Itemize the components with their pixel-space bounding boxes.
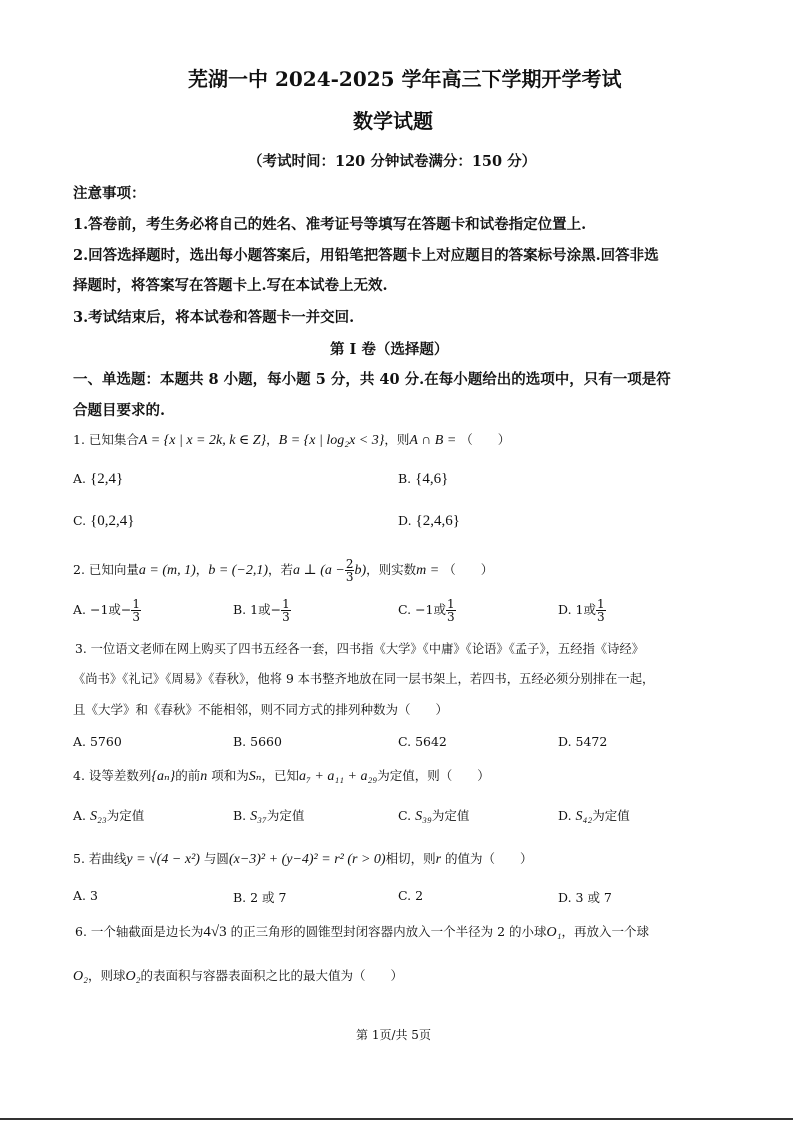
q4-sequence: {aₙ} <box>151 769 176 784</box>
q2-prefix: 2. 已知向量 <box>73 562 139 577</box>
q2-option-a-label: A. <box>73 602 87 617</box>
q2-option-c-text: −1或 <box>415 602 447 617</box>
q4-option-a-post: 为定值 <box>106 808 145 823</box>
q2-option-d-num: 1 <box>597 597 605 611</box>
q4-sn: Sₙ <box>248 769 262 784</box>
q3-option-a: A. 5760 <box>73 734 122 749</box>
q2-option-b <box>233 598 291 623</box>
page-subtitle: 数学试题 <box>353 109 433 133</box>
q1-option-b <box>398 471 448 488</box>
q5-mid: 与圆 <box>203 851 229 866</box>
q2-option-b-den: 3 <box>282 610 290 624</box>
q2-option-d-text: 1或 <box>575 602 596 617</box>
q2-option-c-fraction <box>446 598 456 623</box>
q1-option-c-value: {0,2,4} <box>90 513 135 529</box>
q2-paren: （ ） <box>443 562 494 577</box>
q4-pre: 4. 设等差数列 <box>73 768 152 783</box>
section-instructions-line2: 合题目要求的. <box>73 402 166 419</box>
q6-edge: 4√3 <box>203 924 227 940</box>
q4-option-d-label: D. <box>558 808 572 823</box>
q2-frac-num: 2 <box>345 557 354 571</box>
exam-info: （考试时间：120 分钟试卷满分：150 分） <box>248 153 537 170</box>
q1-option-b-value: {4,6} <box>415 471 449 487</box>
page-title: 芜湖一中 2024-2025 学年高三下学期开学考试 <box>188 67 622 91</box>
notice-item-1: 1.答卷前，考生务必将自己的姓名、准考证号等填写在答题卡和试卷指定位置上. <box>73 216 587 233</box>
q2-option-c-label: C. <box>398 602 412 617</box>
q2-option-a-text: −1或− <box>90 602 132 617</box>
q5-option-b: B. 2 或 7 <box>233 890 287 905</box>
q6-post: ，再放入一个球 <box>561 924 650 939</box>
q3-option-c: C. 5642 <box>398 734 447 749</box>
question-6-line1 <box>75 922 649 941</box>
q1-set-a: A = {x | x = 2k, k ∈ Z} <box>138 433 267 448</box>
q2-option-d-fraction <box>596 598 606 623</box>
q4-mid3: ，已知 <box>261 768 299 783</box>
q4-expression: a₇ + a₁₁ + a₂₉ <box>299 769 378 784</box>
q2-sep: ， <box>195 562 209 577</box>
q5-option-d: D. 3 或 7 <box>558 890 612 905</box>
q4-option-a <box>73 806 144 825</box>
q4-post: 为定值，则（ ） <box>377 768 490 783</box>
q2-frac-den: 3 <box>345 570 354 584</box>
q1-paren: （ ） <box>460 432 511 447</box>
q6-line2-post: 的表面积与容器表面积之比的最大值为（ ） <box>140 968 403 983</box>
q1-option-a <box>73 471 123 488</box>
q2-m-eq: m = <box>416 563 440 578</box>
q2-cond-pre: ，若 <box>268 562 294 577</box>
q1-option-d-label: D. <box>398 513 412 528</box>
q1-set-b: B = {x | log₂x < 3} <box>278 433 385 448</box>
q2-option-c-den: 3 <box>447 610 455 624</box>
q4-mid1: 的前 <box>175 768 201 783</box>
q2-option-c <box>398 598 456 623</box>
q2-option-a <box>73 598 141 623</box>
q4-option-b-label: B. <box>233 808 247 823</box>
q2-condition-post: b) <box>354 563 367 578</box>
q1-expression: A ∩ B = <box>409 433 457 448</box>
q4-option-d-post: 为定值 <box>592 808 630 823</box>
q4-option-a-s: S₂₃ <box>90 809 107 824</box>
section-instructions-line1: 一、单选题：本题共 8 小题，每小题 5 分，共 40 分.在每小题给出的选项中，只有一项是符 <box>73 371 671 388</box>
question-6-line2 <box>73 966 403 985</box>
q2-vector-a: a = (m, 1) <box>138 563 196 578</box>
q6-o2-second: O₂ <box>125 969 141 984</box>
q2-option-b-fraction <box>281 598 291 623</box>
notice-item-2-line1: 2.回答选择题时，选出每小题答案后，用铅笔把答题卡上对应题目的答案标号涂黑.回答非选 <box>73 247 659 264</box>
q2-option-b-num: 1 <box>282 597 290 611</box>
q1-option-c-label: C. <box>73 513 87 528</box>
q4-option-a-label: A. <box>73 808 87 823</box>
question-3-line1: 3. 一位语文老师在网上购买了四书五经各一套，四书指《大学》《中庸》《论语》《孟子》，五经指《诗经》 <box>75 642 644 656</box>
q2-condition: a ⊥ (a − <box>293 563 345 578</box>
question-1 <box>73 430 510 449</box>
q4-option-b <box>233 806 304 825</box>
question-3-line2: 《尚书》《礼记》《周易》《春秋》，他将 9 本书整齐地放在同一层书架上，若四书，五经必须分别排在一起， <box>73 672 655 686</box>
q1-option-d-value: {2,4,6} <box>415 513 460 529</box>
q6-o2-first: O₂ <box>73 969 88 984</box>
q2-option-c-num: 1 <box>447 597 455 611</box>
notice-heading: 注意事项： <box>73 185 146 202</box>
q4-option-b-post: 为定值 <box>266 808 305 823</box>
notice-item-2-line2: 择题时，将答案写在答题卡上.写在本试卷上无效. <box>73 277 388 294</box>
question-3-line3: 且《大学》和《春秋》不能相邻，则不同方式的排列种数为（ ） <box>73 702 449 717</box>
q2-option-a-den: 3 <box>132 610 141 624</box>
q3-option-d: D. 5472 <box>558 734 608 749</box>
q1-option-b-label: B. <box>398 471 412 486</box>
q6-pre: 6. 一个轴截面是边长为 <box>75 924 204 939</box>
q2-option-d-den: 3 <box>597 610 605 624</box>
q4-option-c <box>398 806 469 825</box>
q5-option-a: A. 3 <box>73 888 98 903</box>
q2-option-a-num: 1 <box>132 597 141 611</box>
q6-mid: 的正三角形的圆锥型封闭容器内放入一个半径为 2 的小球 <box>230 924 547 939</box>
q5-curve: y = √(4 − x²) <box>126 852 200 867</box>
q4-option-b-s: S₃₇ <box>250 809 267 824</box>
q4-option-d <box>558 806 630 825</box>
q5-circle: (x−3)² + (y−4)² = r² (r > 0) <box>228 852 386 867</box>
q4-n: n <box>200 769 208 784</box>
question-2 <box>73 558 493 583</box>
q2-option-b-label: B. <box>233 602 247 617</box>
question-4 <box>73 766 490 785</box>
q5-post1: 相切，则 <box>385 851 436 866</box>
page-number: 第 1页/共 5页 <box>356 1028 431 1042</box>
q2-option-a-fraction <box>131 598 141 623</box>
q1-option-c <box>73 513 134 530</box>
notice-item-3: 3.考试结束后，将本试卷和答题卡一并交回. <box>73 309 355 326</box>
q4-option-c-s: S₃₉ <box>415 809 432 824</box>
q4-option-d-s: S₄₂ <box>575 809 593 824</box>
q5-option-c: C. 2 <box>398 888 424 903</box>
q5-r: r <box>435 852 442 867</box>
q3-option-b: B. 5660 <box>233 734 282 749</box>
q1-mid: ，则 <box>384 432 410 447</box>
q4-mid2: 项和为 <box>211 768 249 783</box>
q6-line2-mid: ，则球 <box>87 968 126 983</box>
q1-comma: ， <box>266 432 279 447</box>
q1-option-a-value: {2,4} <box>90 471 124 487</box>
question-5 <box>73 849 533 868</box>
q2-vector-b: b = (−2,1) <box>208 563 269 578</box>
q1-prefix: 1. 已知集合 <box>73 432 139 447</box>
q2-option-d-label: D. <box>558 602 572 617</box>
q2-option-b-text: 1或− <box>250 602 282 617</box>
q1-option-a-label: A. <box>73 471 87 486</box>
q4-option-c-label: C. <box>398 808 412 823</box>
q2-ask: ，则实数 <box>366 562 417 577</box>
q4-option-c-post: 为定值 <box>431 808 470 823</box>
q1-option-d <box>398 513 460 530</box>
q5-pre: 5. 若曲线 <box>73 851 127 866</box>
q6-o1: O₁ <box>546 925 562 940</box>
part1-heading: 第 I 卷（选择题） <box>330 341 449 358</box>
page-bottom-border <box>0 1118 793 1120</box>
q2-option-d <box>558 598 606 623</box>
q5-post2: 的值为（ ） <box>445 851 533 866</box>
